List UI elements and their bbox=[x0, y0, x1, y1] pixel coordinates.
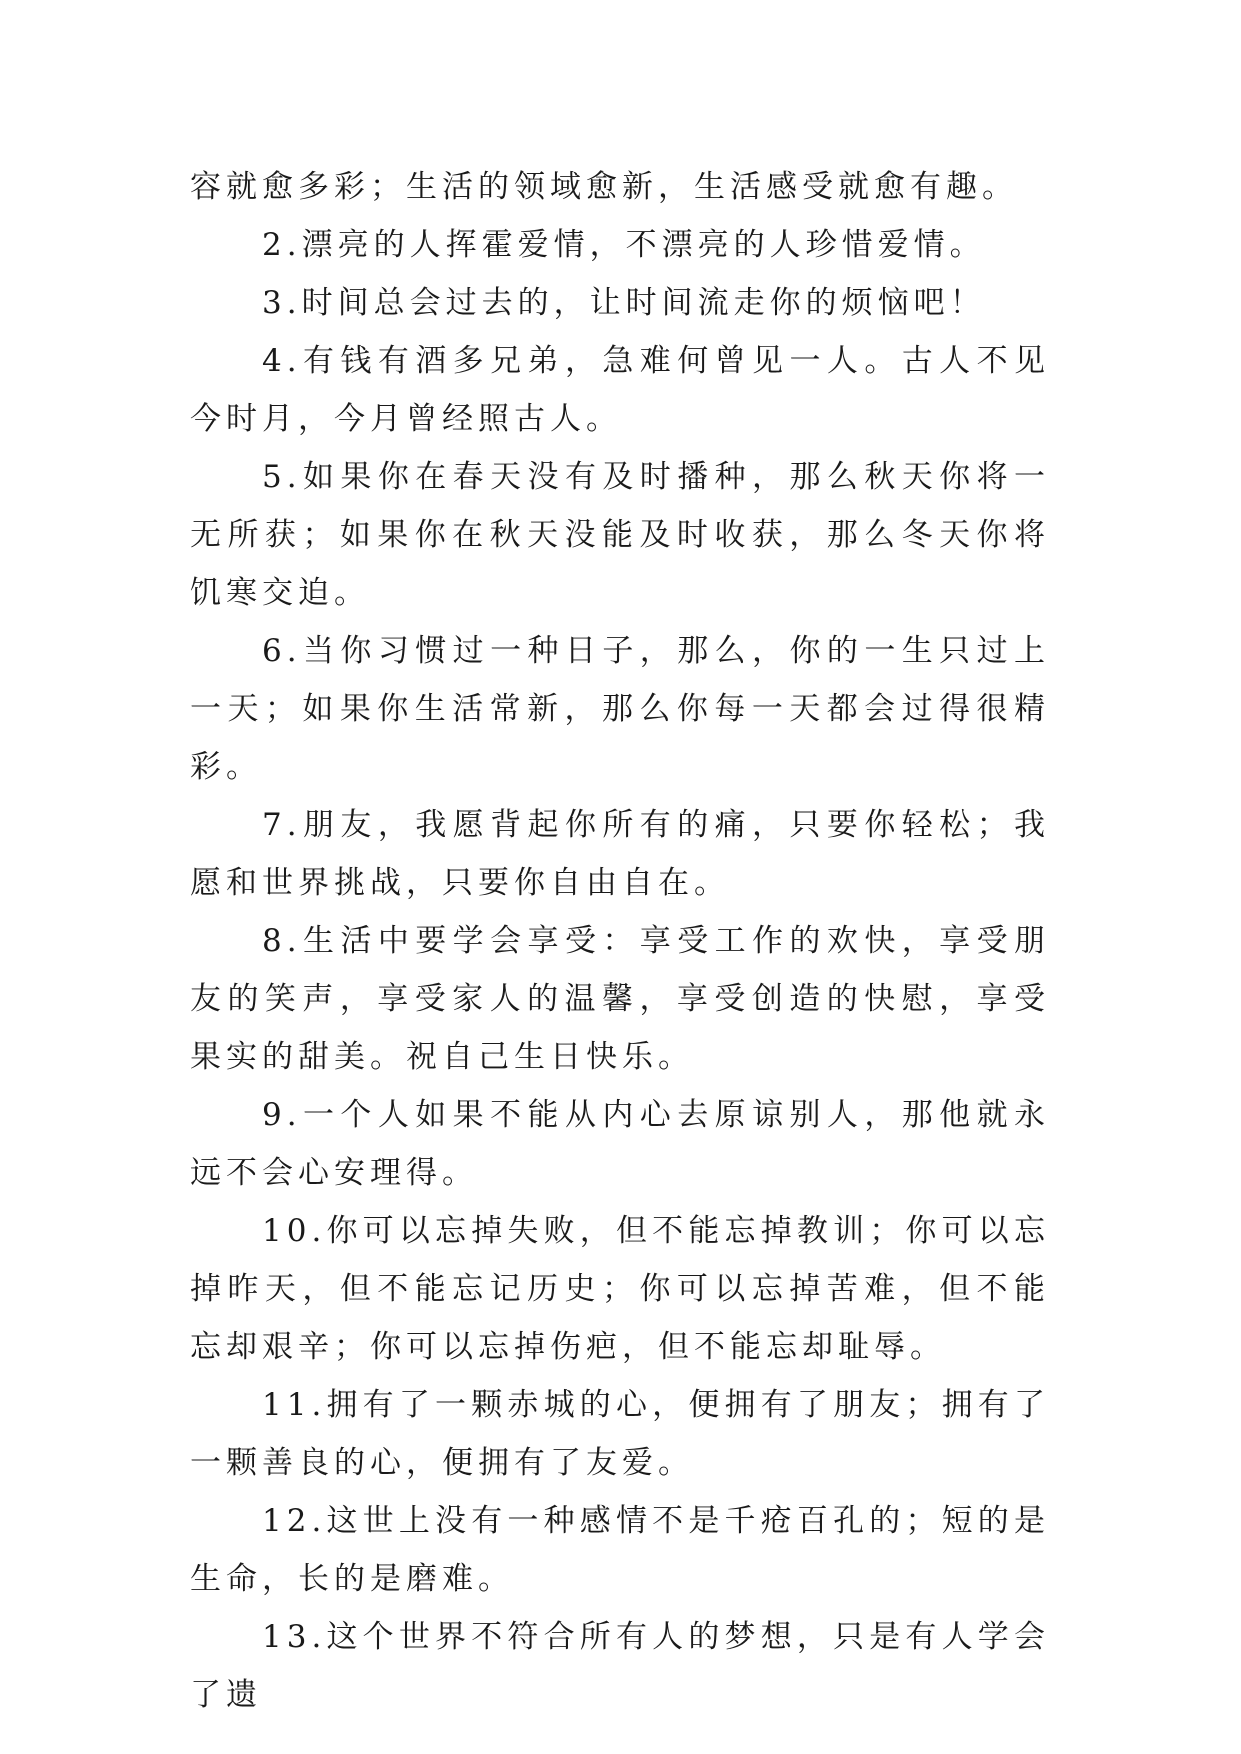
paragraph-item-2: 2.漂亮的人挥霍爱情，不漂亮的人珍惜爱情。 bbox=[262, 227, 986, 263]
paragraph-item-9: 9.一个人如果不能从内心去原谅别人，那他就永远不会心安理得。 bbox=[190, 1097, 1050, 1191]
paragraph-item-3: 3.时间总会过去的，让时间流走你的烦恼吧！ bbox=[262, 285, 986, 321]
paragraph-item-7: 7.朋友，我愿背起你所有的痛，只要你轻松；我愿和世界挑战，只要你自由自在。 bbox=[190, 807, 1050, 901]
paragraph-item-11: 11.拥有了一颗赤城的心，便拥有了朋友；拥有了一颗善良的心，便拥有了友爱。 bbox=[190, 1387, 1050, 1481]
paragraph-continuation: 容就愈多彩；生活的领域愈新，生活感受就愈有趣。 bbox=[190, 169, 1018, 205]
paragraph-item-8: 8.生活中要学会享受：享受工作的欢快，享受朋友的笑声，享受家人的温馨，享受创造的快慰，享受果实的甜美。祝自己生日快乐。 bbox=[190, 923, 1050, 1075]
paragraph-item-12: 12.这世上没有一种感情不是千疮百孔的；短的是生命，长的是磨难。 bbox=[190, 1503, 1050, 1597]
document-body bbox=[190, 158, 1050, 1724]
paragraph-item-10: 10.你可以忘掉失败，但不能忘掉教训；你可以忘掉昨天，但不能忘记历史；你可以忘掉苦难，但不能忘却艰辛；你可以忘掉伤疤，但不能忘却耻辱。 bbox=[190, 1213, 1050, 1365]
paragraph-item-4: 4.有钱有酒多兄弟，急难何曾见一人。古人不见今时月，今月曾经照古人。 bbox=[190, 343, 1050, 437]
paragraph-item-13: 13.这个世界不符合所有人的梦想，只是有人学会了遗 bbox=[190, 1619, 1050, 1713]
paragraph-item-6: 6.当你习惯过一种日子，那么，你的一生只过上一天；如果你生活常新，那么你每一天都会过得很精彩。 bbox=[190, 633, 1050, 785]
paragraph-item-5: 5.如果你在春天没有及时播种，那么秋天你将一无所获；如果你在秋天没能及时收获，那么冬天你将饥寒交迫。 bbox=[190, 459, 1050, 611]
